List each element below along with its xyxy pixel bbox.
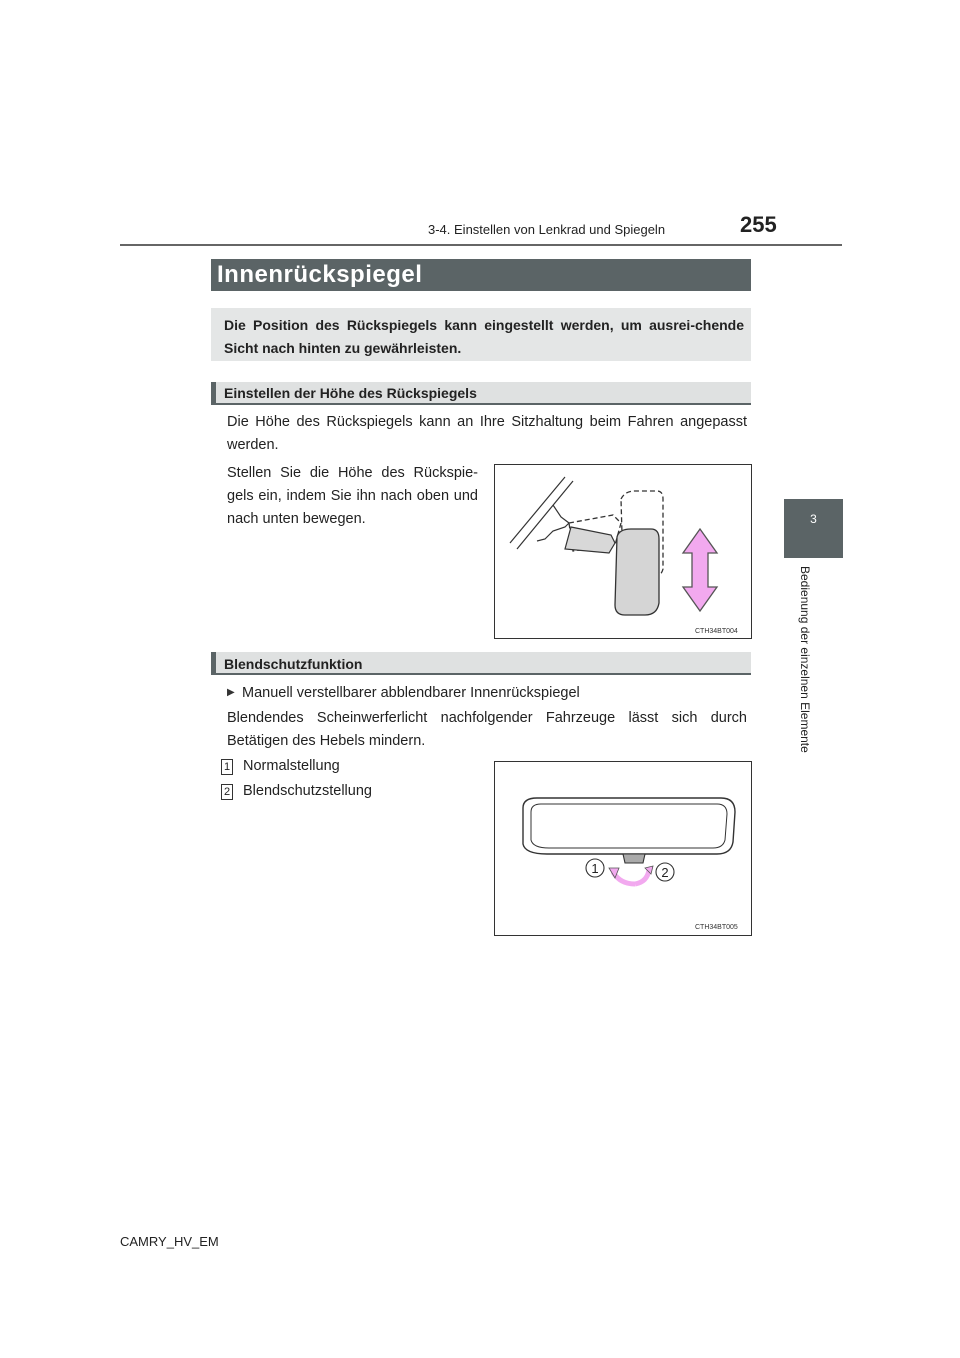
mirror-lever-illustration	[495, 762, 751, 935]
mirror-height-illustration	[495, 465, 751, 638]
item-number-1: 1	[221, 759, 233, 775]
subheading-height-adjust: Einstellen der Höhe des Rückspiegels	[224, 385, 477, 401]
document-id: CAMRY_HV_EM	[120, 1234, 219, 1249]
subheading-antiglare: Blendschutzfunktion	[224, 656, 363, 672]
figure-label-2: 2	[661, 865, 669, 880]
section-reference: 3-4. Einstellen von Lenkrad und Spiegeln	[428, 222, 666, 237]
height-paragraph-1: Die Höhe des Rückspiegels kann an Ihre Sitzhaltung beim Fahren angepasst werden.	[227, 414, 747, 453]
page-number: 255	[740, 212, 777, 237]
item-label-antiglare: Blendschutzstellung	[243, 783, 372, 799]
chapter-number: 3	[810, 512, 817, 526]
intro-text: Die Position des Rückspiegels kann eingestellt werden, um ausrei-chende Sicht nach hinten zu gewährleisten.	[224, 317, 744, 356]
item-label-normal: Normalstellung	[243, 758, 340, 774]
chapter-title-container	[784, 566, 814, 776]
subheading-accent	[211, 652, 216, 675]
chapter-tab	[784, 499, 843, 558]
figure-code: CTH34BT005	[695, 924, 738, 931]
height-paragraph-2: Stellen Sie die Höhe des Rückspie-gels ein, indem Sie ihn nach oben und nach unten bewegen.	[227, 465, 478, 527]
antiglare-paragraph: Blendendes Scheinwerferlicht nachfolgender Fahrzeuge lässt sich durch Betätigen des Hebels mindern.	[227, 710, 747, 749]
figure-code: CTH34BT004	[695, 628, 738, 635]
subheading-accent	[211, 382, 216, 405]
antiglare-bullet: Manuell verstellbarer abblendbarer Innenrückspiegel	[242, 685, 580, 701]
figure-mirror-height	[494, 464, 752, 639]
figure-label-1: 1	[591, 861, 599, 876]
bullet-triangle-icon: ▶	[227, 687, 235, 698]
figure-mirror-lever	[494, 761, 752, 936]
section-title: Innenrückspiegel	[217, 261, 423, 288]
item-number-2: 2	[221, 784, 233, 800]
header-divider	[120, 244, 842, 246]
chapter-title: Bedienung der einzelnen Elemente	[798, 566, 812, 753]
